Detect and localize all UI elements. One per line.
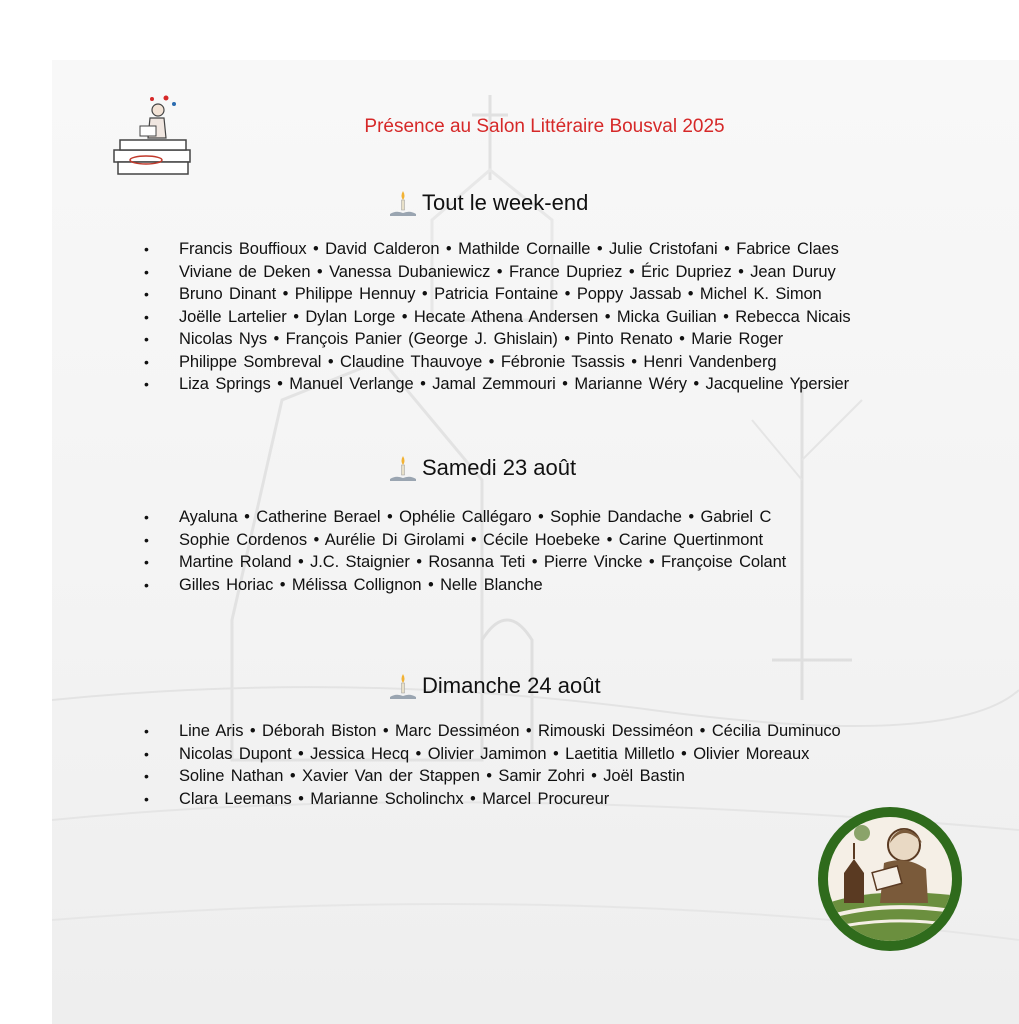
list-item: • Joëlle Lartelier • Dylan Lorge • Hecate Athena Andersen • Micka Guilian • Rebecca Nicais	[144, 307, 851, 326]
candle-book-icon	[388, 453, 418, 483]
candle-book-icon	[388, 188, 418, 218]
list-item: • Francis Bouffioux • David Calderon • Mathilde Cornaille • Julie Cristofani • Fabrice Claes	[144, 240, 839, 258]
list-item: • Sophie Cordenos • Aurélie Di Girolami • Cécile Hoebeke • Carine Quertinmont	[144, 530, 763, 549]
list-item: • Soline Nathan • Xavier Van der Stappen • Samir Zohri • Joël Bastin	[144, 767, 685, 785]
weekend-author-list	[140, 238, 850, 396]
list-item: • Ayaluna • Catherine Berael • Ophélie Callégaro • Sophie Dandache • Gabriel C	[144, 508, 772, 526]
list-item: • Clara Leemans • Marianne Scholinchx • Marcel Procureur	[144, 789, 610, 808]
sunday-author-list	[140, 720, 841, 810]
list-item: • Nicolas Dupont • Jessica Hecq • Olivier Jamimon • Laetitia Milletlo • Olivier Moreaux	[144, 744, 810, 763]
list-item: • Gilles Horiac • Mélissa Collignon • Nelle Blanche	[144, 575, 543, 594]
page-title: Présence au Salon Littéraire Bousval 2025	[364, 116, 725, 137]
saturday-author-list	[140, 506, 786, 596]
list-item: • Martine Roland • J.C. Staignier • Rosanna Teti • Pierre Vincke • Françoise Colant	[144, 553, 787, 571]
section-heading-label: Samedi 23 août	[422, 455, 577, 480]
list-item: • Liza Springs • Manuel Verlange • Jamal Zemmouri • Marianne Wéry • Jacqueline Ypersier	[144, 375, 850, 393]
section-heading-saturday	[388, 453, 576, 483]
list-item: • Line Aris • Déborah Biston • Marc Dessiméon • Rimouski Dessiméon • Cécilia Duminuco	[144, 722, 841, 740]
section-heading-label: Tout le week-end	[422, 190, 589, 215]
candle-book-icon	[388, 671, 418, 701]
reader-on-books-logo	[104, 90, 200, 186]
section-heading-weekend	[388, 188, 588, 218]
woman-reading-church-badge	[814, 803, 966, 955]
list-item: • Philippe Sombreval • Claudine Thauvoye • Fébronie Tsassis • Henri Vandenberg	[144, 352, 777, 371]
section-heading-sunday	[388, 671, 601, 701]
list-item: • Bruno Dinant • Philippe Hennuy • Patricia Fontaine • Poppy Jassab • Michel K. Simon	[144, 285, 822, 303]
list-item: • Nicolas Nys • François Panier (George J. Ghislain) • Pinto Renato • Marie Roger	[144, 330, 783, 348]
list-item: • Viviane de Deken • Vanessa Dubaniewicz • France Dupriez • Éric Dupriez • Jean Duruy	[144, 262, 836, 281]
section-heading-label: Dimanche 24 août	[422, 673, 601, 698]
